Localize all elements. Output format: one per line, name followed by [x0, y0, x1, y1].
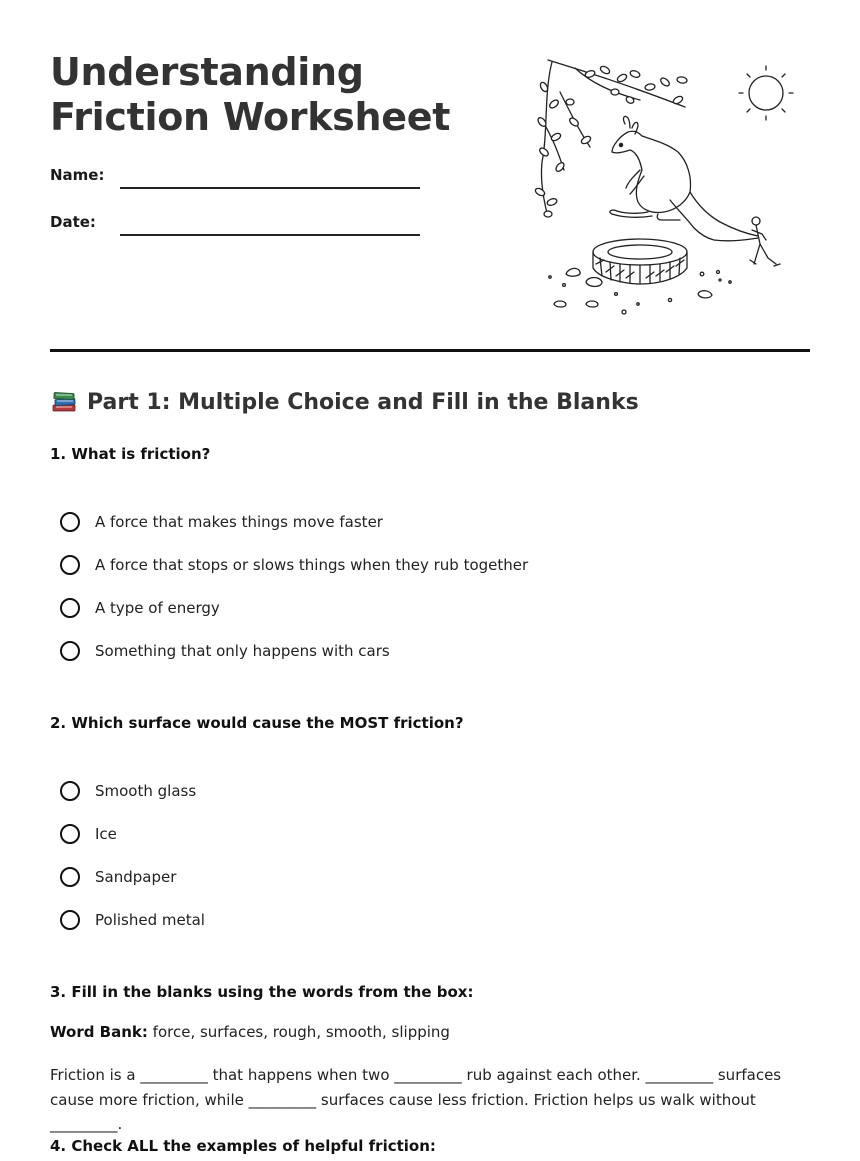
option-label: Sandpaper: [95, 868, 177, 886]
name-field[interactable]: [120, 187, 420, 189]
tire-icon: [593, 239, 687, 284]
date-label: Date:: [50, 213, 96, 231]
radio-button[interactable]: [60, 598, 80, 618]
section-title-text: Part 1: Multiple Choice and Fill in the Blanks: [87, 389, 639, 415]
option-label: Smooth glass: [95, 782, 197, 800]
q2-option-1[interactable]: [60, 779, 196, 803]
question-4: 4. Check ALL the examples of helpful friction:: [50, 1137, 436, 1155]
radio-button[interactable]: [60, 641, 80, 661]
radio-button[interactable]: [60, 555, 80, 575]
word-bank-label: Word Bank:: [50, 1023, 148, 1041]
q1-option-2[interactable]: [60, 553, 528, 577]
tree-branch-icon: [534, 60, 687, 217]
question-1: 1. What is friction?: [50, 445, 211, 463]
option-label: Polished metal: [95, 911, 205, 929]
radio-button[interactable]: [60, 824, 80, 844]
worksheet-title: Understanding Friction Worksheet: [50, 50, 451, 139]
fill-in-paragraph: Friction is a _________ that happens when two _________ rub against each other. _________ surfaces cause more friction, while _________ surfaces cause less friction. Friction helps us walk without _________.: [50, 1066, 782, 1133]
radio-button[interactable]: [60, 910, 80, 930]
person-icon: [750, 217, 780, 266]
option-label: A type of energy: [95, 599, 220, 617]
sun-icon: [739, 66, 793, 120]
word-bank: [50, 1023, 450, 1041]
books-icon: [50, 388, 78, 416]
q1-option-4[interactable]: [60, 639, 390, 663]
header-divider: [50, 349, 810, 352]
q2-option-3[interactable]: [60, 865, 176, 889]
q2-option-4[interactable]: [60, 908, 205, 932]
q1-option-1[interactable]: [60, 510, 383, 534]
section-title-part1: [50, 388, 639, 416]
question-3: 3. Fill in the blanks using the words from the box:: [50, 983, 474, 1001]
radio-button[interactable]: [60, 781, 80, 801]
option-label: A force that stops or slows things when they rub together: [95, 556, 529, 574]
name-label: Name:: [50, 166, 105, 184]
word-bank-words: force, surfaces, rough, smooth, slipping: [152, 1023, 450, 1041]
radio-button[interactable]: [60, 867, 80, 887]
q2-option-2[interactable]: [60, 822, 117, 846]
option-label: Something that only happens with cars: [95, 642, 390, 660]
question-2: 2. Which surface would cause the MOST friction?: [50, 714, 464, 732]
radio-button[interactable]: [60, 512, 80, 532]
q1-option-3[interactable]: [60, 596, 220, 620]
kangaroo-icon: [610, 116, 758, 240]
date-field[interactable]: [120, 234, 420, 236]
option-label: A force that makes things move faster: [95, 513, 383, 531]
kangaroo-illustration: [530, 52, 800, 322]
option-label: Ice: [95, 825, 117, 843]
